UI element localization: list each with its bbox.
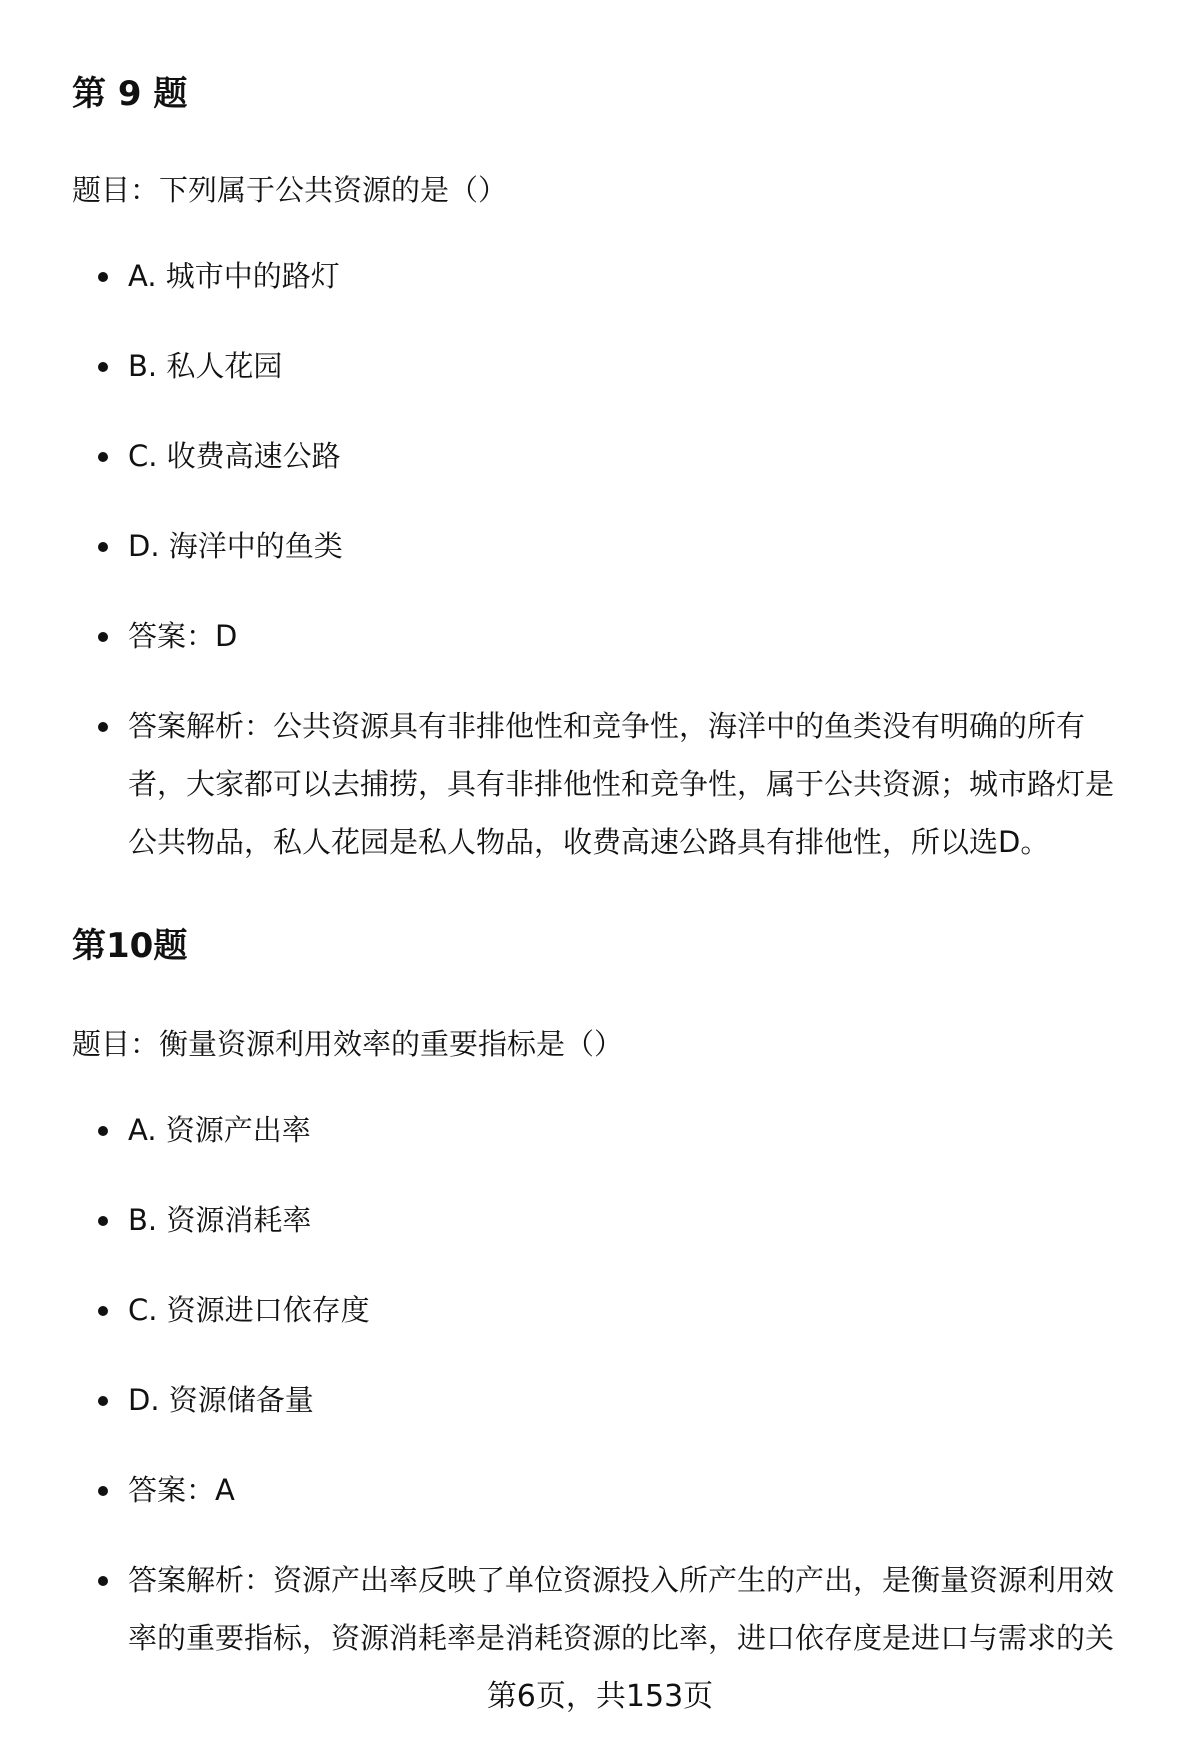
bullet-icon bbox=[98, 1306, 108, 1316]
option-text: C. 收费高速公路 bbox=[128, 439, 341, 473]
question-stem: 题目：衡量资源利用效率的重要指标是（） bbox=[72, 1027, 624, 1061]
answer-item bbox=[0, 616, 1200, 656]
option-b bbox=[0, 1200, 1200, 1240]
bullet-icon bbox=[98, 1396, 108, 1406]
bullet-icon bbox=[98, 1576, 108, 1586]
bullet-icon bbox=[98, 722, 108, 732]
answer-item bbox=[0, 1470, 1200, 1510]
option-list bbox=[0, 256, 1200, 921]
option-d bbox=[0, 1380, 1200, 1420]
option-a bbox=[0, 256, 1200, 296]
bullet-icon bbox=[98, 272, 108, 282]
answer-text: 答案：A bbox=[128, 1473, 235, 1507]
option-text: B. 资源消耗率 bbox=[128, 1203, 312, 1237]
option-text: A. 城市中的路灯 bbox=[128, 259, 340, 293]
explanation-item bbox=[0, 1551, 1200, 1667]
option-c bbox=[0, 1290, 1200, 1330]
bullet-icon bbox=[98, 632, 108, 642]
explanation-text: 答案解析：公共资源具有非排他性和竞争性，海洋中的鱼类没有明确的所有者，大家都可以去捕捞，具有非排他性和竞争性，属于公共资源；城市路灯是公共物品，私人花园是私人物品，收费高速公路具有排他性，所以选D。 bbox=[128, 709, 1115, 859]
question-title: 第10题 bbox=[72, 926, 188, 966]
option-list bbox=[0, 1110, 1200, 1717]
page-number: 第6页，共153页 bbox=[486, 1679, 714, 1714]
explanation-text: 答案解析：资源产出率反映了单位资源投入所产生的产出，是衡量资源利用效率的重要指标，资源消耗率是消耗资源的比率，进口依存度是进口与需求的关 bbox=[128, 1563, 1115, 1655]
option-a bbox=[0, 1110, 1200, 1150]
bullet-icon bbox=[98, 1126, 108, 1136]
bullet-icon bbox=[98, 452, 108, 462]
option-b bbox=[0, 346, 1200, 386]
question-stem: 题目：下列属于公共资源的是（） bbox=[72, 173, 508, 207]
option-c bbox=[0, 436, 1200, 476]
option-text: B. 私人花园 bbox=[128, 349, 283, 383]
option-text: D. 海洋中的鱼类 bbox=[128, 529, 343, 563]
option-d bbox=[0, 526, 1200, 566]
explanation-item bbox=[0, 697, 1200, 871]
bullet-icon bbox=[98, 362, 108, 372]
option-text: A. 资源产出率 bbox=[128, 1113, 311, 1147]
bullet-icon bbox=[98, 542, 108, 552]
option-text: C. 资源进口依存度 bbox=[128, 1293, 370, 1327]
bullet-icon bbox=[98, 1486, 108, 1496]
bullet-icon bbox=[98, 1216, 108, 1226]
option-text: D. 资源储备量 bbox=[128, 1383, 314, 1417]
answer-text: 答案：D bbox=[128, 619, 238, 653]
question-title: 第 9 题 bbox=[72, 74, 188, 114]
